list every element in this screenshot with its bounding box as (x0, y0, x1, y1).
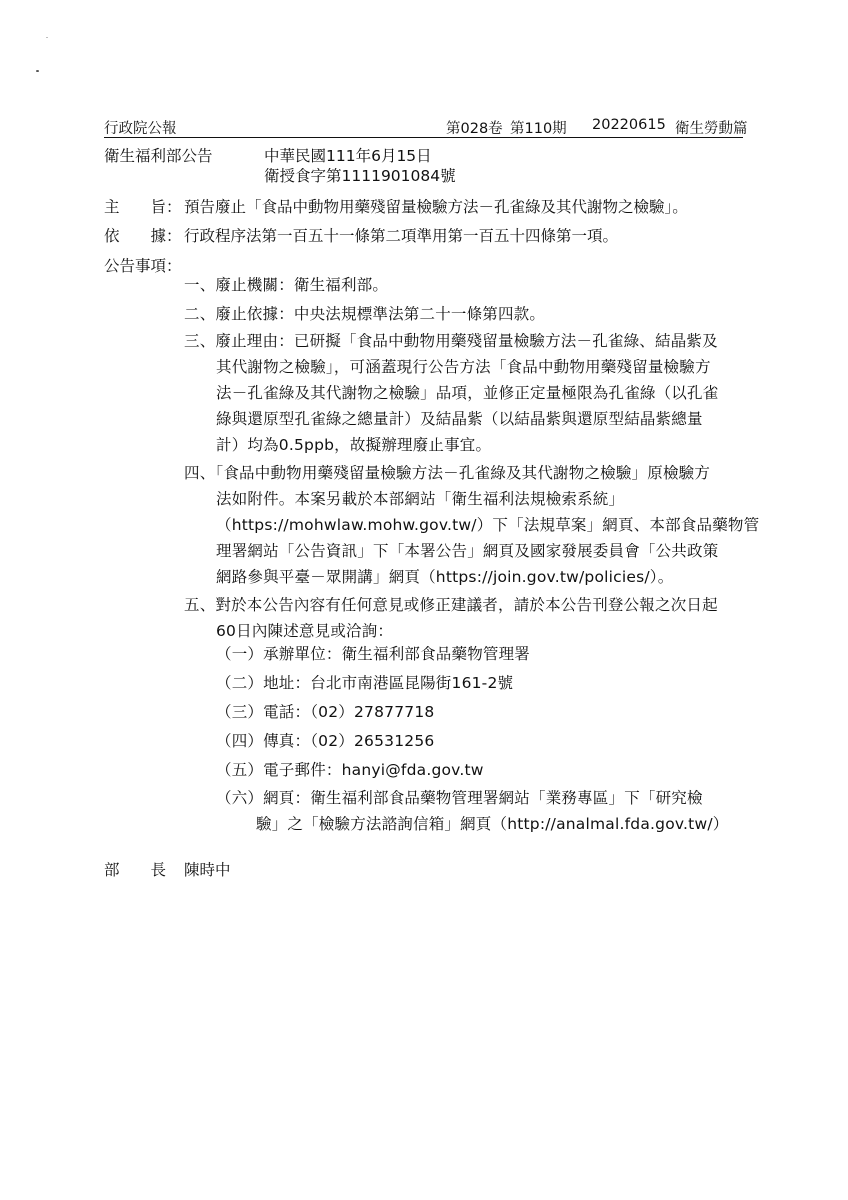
basis-text: 行政程序法第一百五十一條第二項準用第一百五十四條第一項。 (184, 227, 619, 245)
signature-title: 部 長 (104, 861, 167, 879)
issuing-agency: 衛生福利部公告 (104, 147, 213, 165)
contact-line: （一）承辦單位：衛生福利部食品藥物管理署 (216, 645, 531, 663)
gazette-name: 行政院公報 (104, 121, 177, 137)
item-continuation-line: 法－孔雀綠及其代謝物之檢驗」品項，並修正定量極限為孔雀綠（以孔雀 (216, 384, 719, 402)
subject-text: 預告廢止「食品中動物用藥殘留量檢驗方法－孔雀綠及其代謝物之檢驗」。 (184, 198, 688, 216)
item-continuation-line: （https://mohwlaw.mohw.gov.tw/）下「法規草案」網頁、本部食品藥物管 (216, 516, 760, 534)
contact-line: （五）電子郵件：hanyi@fda.gov.tw (216, 761, 484, 779)
item-line: 一、廢止機關：衛生福利部。 (184, 276, 389, 294)
item-continuation-line: 理署網站「公告資訊」下「本署公告」網頁及國家發展委員會「公共政策 (216, 542, 719, 560)
section-name: 衛生勞動篇 (675, 121, 748, 137)
contact-line: （六）網頁：衛生福利部食品藥物管理署網站「業務專區」下「研究檢 (216, 789, 703, 807)
scan-speck (36, 70, 39, 72)
subject-label: 主 旨： (104, 198, 182, 216)
contact-continuation-line: 驗」之「檢驗方法諮詢信箱」網頁（http://analmal.fda.gov.tw/） (256, 815, 729, 833)
contact-line: （二）地址：台北市南港區昆陽街161-2號 (216, 674, 514, 692)
item-line: 四、「食品中動物用藥殘留量檢驗方法－孔雀綠及其代謝物之檢驗」原檢驗方 (184, 464, 711, 482)
item-continuation-line: 法如附件。本案另載於本部網站「衛生福利法規檢索系統」 (216, 490, 625, 508)
header-rule (104, 137, 743, 138)
volume-number: 第028卷 (446, 121, 503, 137)
signature-name: 陳時中 (184, 861, 231, 879)
notice-date: 中華民國111年6月15日 (264, 147, 432, 165)
items-label: 公告事項： (104, 257, 182, 275)
scan-speck (46, 37, 48, 38)
item-line: 五、對於本公告內容有任何意見或修正建議者，請於本公告刊登公報之次日起 (184, 596, 718, 614)
item-line: 三、廢止理由：已研擬「食品中動物用藥殘留量檢驗方法－孔雀綠、結晶紫及 (184, 332, 718, 350)
document-number: 衛授食字第1111901084號 (264, 167, 456, 185)
item-line: 二、廢止依據：中央法規標準法第二十一條第四款。 (184, 305, 546, 323)
basis-label: 依 據： (104, 227, 182, 245)
item-continuation-line: 其代謝物之檢驗」，可涵蓋現行公告方法「食品中動物用藥殘留量檢驗方 (216, 358, 711, 376)
issue-date: 20220615 (592, 117, 666, 133)
item-continuation-line: 60日內陳述意見或洽詢： (216, 622, 394, 640)
issue-number: 第110期 (510, 121, 567, 137)
contact-line: （四）傳真：（02）26531256 (216, 732, 435, 750)
contact-line: （三）電話：（02）27877718 (216, 703, 435, 721)
item-continuation-line: 計）均為0.5ppb，故擬辦理廢止事宜。 (216, 436, 492, 454)
item-continuation-line: 網路參與平臺－眾開講」網頁（https://join.gov.tw/policies/）。 (216, 568, 674, 586)
item-continuation-line: 綠與還原型孔雀綠之總量計）及結晶紫（以結晶紫與還原型結晶紫總量 (216, 410, 703, 428)
